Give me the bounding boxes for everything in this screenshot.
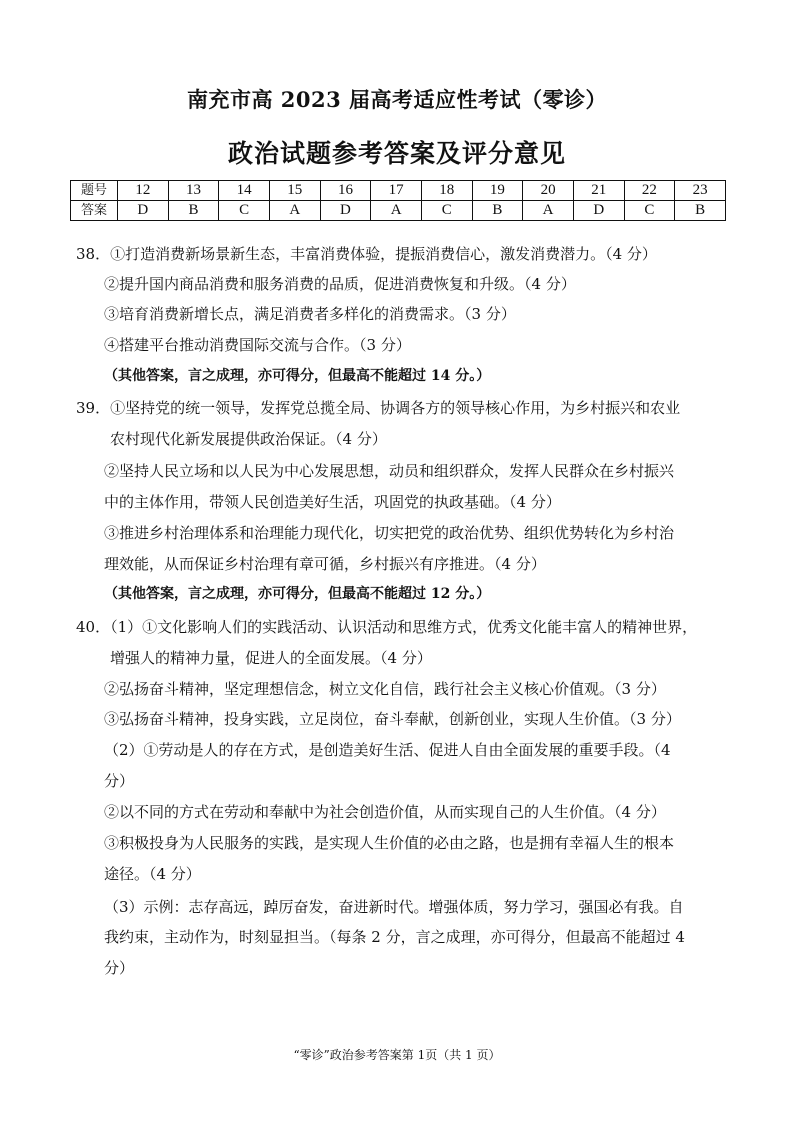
- q38-line: 38．①打造消费新场景新生态，丰富消费体验，提振消费信心，激发消费潜力。（4 分）: [76, 245, 657, 263]
- row-label: 题号: [71, 181, 118, 201]
- question-number: 22: [624, 181, 675, 201]
- q40-line: ③弘扬奋斗精神，投身实践，立足岗位，奋斗奉献，创新创业，实现人生价值。（3 分）: [104, 710, 681, 728]
- question-number: 18: [421, 181, 472, 201]
- q40-line: ③积极投身为人民服务的实践，是实现人生价值的必由之路，也是拥有幸福人生的根本: [104, 834, 675, 852]
- q40-line: ②弘扬奋斗精神，坚定理想信念，树立文化自信，践行社会主义核心价值观。（3 分）: [104, 680, 666, 698]
- answer-cell: B: [472, 201, 523, 221]
- answer-cell: D: [118, 201, 169, 221]
- answer-cell: B: [675, 201, 726, 221]
- q39-line: 农村现代化新发展提供政治保证。（4 分）: [110, 430, 387, 448]
- question-number: 21: [573, 181, 624, 201]
- row-label: 答案: [71, 201, 118, 221]
- q40-line: 增强人的精神力量，促进人的全面发展。（4 分）: [110, 649, 432, 667]
- q40-line: （2）①劳动是人的存在方式，是创造美好生活、促进人自由全面发展的重要手段。（4: [104, 741, 671, 759]
- q40-line: ②以不同的方式在劳动和奉献中为社会创造价值，从而实现自己的人生价值。（4 分）: [104, 803, 666, 821]
- answer-cell: C: [421, 201, 472, 221]
- q39-line: ③推进乡村治理体系和治理能力现代化，切实把党的政治优势、组织优势转化为乡村治: [104, 524, 675, 542]
- q40-line: 分）: [104, 772, 135, 790]
- question-number: 13: [168, 181, 219, 201]
- question-number: 17: [371, 181, 422, 201]
- q39-line: ②坚持人民立场和以人民为中心发展思想，动员和组织群众，发挥人民群众在乡村振兴: [104, 462, 675, 480]
- q40-line: 途径。（4 分）: [104, 865, 201, 883]
- answer-cell: D: [320, 201, 371, 221]
- answer-table: [70, 180, 726, 221]
- answer-cell: C: [624, 201, 675, 221]
- q39-line: 理效能，从而保证乡村治理有章可循，乡村振兴有序推进。（4 分）: [104, 555, 546, 573]
- table-row-answers: [71, 201, 726, 221]
- q40-line: （3）示例：志存高远，踔厉奋发，奋进新时代。增强体质，努力学习，强国必有我。自: [104, 898, 684, 916]
- q38-scoring-note: （其他答案，言之成理，亦可得分，但最高不能超过 14 分。）: [104, 368, 491, 384]
- table-row-numbers: [71, 181, 726, 201]
- q38-line: ②提升国内商品消费和服务消费的品质，促进消费恢复和升级。（4 分）: [104, 275, 576, 293]
- page-title: 南充市高 2023 届高考适应性考试（零诊）: [186, 87, 608, 112]
- answer-cell: D: [573, 201, 624, 221]
- q40-line: 我约束，主动作为，时刻显担当。（每条 2 分，言之成理，亦可得分，但最高不能超过 4: [104, 928, 685, 946]
- answer-cell: A: [523, 201, 574, 221]
- answer-cell: A: [371, 201, 422, 221]
- q39-line: 39．①坚持党的统一领导，发挥党总揽全局、协调各方的领导核心作用，为乡村振兴和农业: [76, 399, 681, 417]
- q38-line: ③培育消费新增长点，满足消费者多样化的消费需求。（3 分）: [104, 305, 516, 323]
- answer-cell: A: [269, 201, 320, 221]
- question-number: 20: [523, 181, 574, 201]
- q39-line: 中的主体作用，带领人民创造美好生活，巩固党的执政基础。（4 分）: [104, 493, 561, 511]
- question-number: 14: [219, 181, 270, 201]
- q40-line: 40．（1）①文化影响人们的实践活动、认识活动和思维方式，优秀文化能丰富人的精神世界，: [76, 618, 698, 636]
- answer-cell: C: [219, 201, 270, 221]
- page-footer: “零诊”政治参考答案第 1页（共 1 页）: [293, 1048, 501, 1062]
- question-number: 15: [269, 181, 320, 201]
- page-subtitle: 政治试题参考答案及评分意见: [227, 139, 566, 168]
- answer-cell: B: [168, 201, 219, 221]
- q38-line: ④搭建平台推动消费国际交流与合作。（3 分）: [104, 336, 411, 354]
- question-number: 19: [472, 181, 523, 201]
- question-number: 12: [118, 181, 169, 201]
- q39-scoring-note: （其他答案，言之成理，亦可得分，但最高不能超过 12 分。）: [104, 586, 491, 602]
- q40-line: 分）: [104, 959, 135, 977]
- question-number: 16: [320, 181, 371, 201]
- question-number: 23: [675, 181, 726, 201]
